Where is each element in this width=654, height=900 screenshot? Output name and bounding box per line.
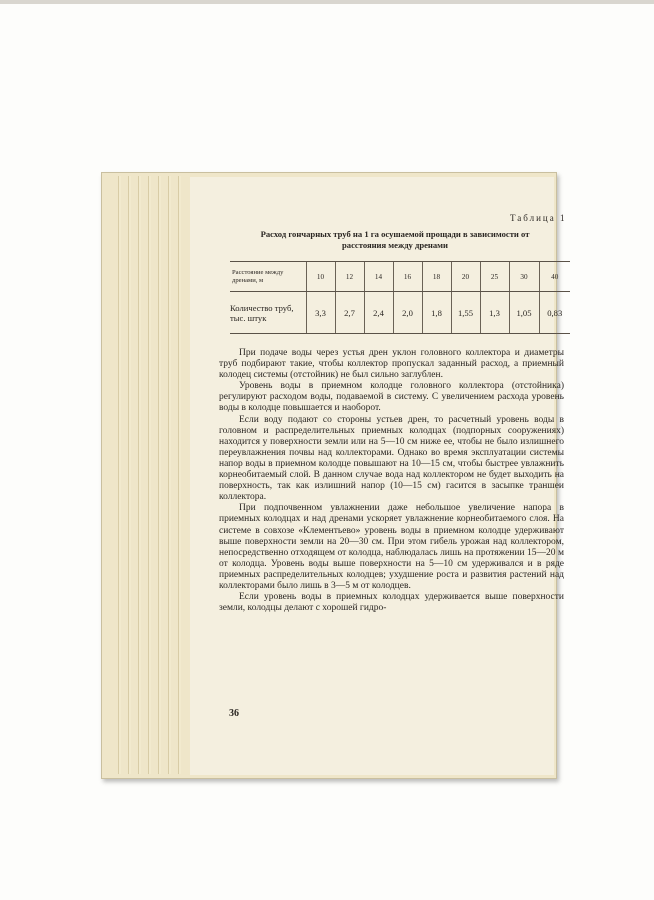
- table-label: Таблица 1: [510, 213, 567, 223]
- table-row-label: Количество труб, тыс. штук: [230, 292, 306, 334]
- scanner-edge: [0, 0, 654, 4]
- table-cell: 1,55: [451, 292, 480, 334]
- table-header-cell: 25: [480, 262, 509, 292]
- table-header-cell: 30: [509, 262, 539, 292]
- page-edge: [158, 176, 161, 774]
- page-edge: [168, 176, 171, 774]
- page-edge: [138, 176, 141, 774]
- pipe-usage-table: [230, 261, 570, 334]
- paragraph: Если уровень воды в приемных колодцах удерживается выше поверхности земли, колодцы делают с хорошей гидро-: [219, 592, 564, 614]
- page-edge: [128, 176, 131, 774]
- page-number: 36: [229, 708, 239, 719]
- page-edge: [148, 176, 151, 774]
- table-cell: 1,3: [480, 292, 509, 334]
- paragraph: При подаче воды через устья дрен уклон головного коллектора и диаметры труб подбирают такие, чтобы коллектор пропускал заданный расход, а приемный колодец системы (отстойник) не был сильно заглублен.: [219, 348, 564, 381]
- table-row: [230, 292, 570, 334]
- page-edge: [118, 176, 121, 774]
- table-cell: 2,0: [393, 292, 422, 334]
- table-header-cell: 16: [393, 262, 422, 292]
- body-text: [219, 348, 564, 614]
- table-cell: 2,7: [335, 292, 364, 334]
- table-header-cell: 20: [451, 262, 480, 292]
- table-header-cell: 14: [364, 262, 393, 292]
- table-cell: 3,3: [306, 292, 335, 334]
- table-header-cell: 10: [306, 262, 335, 292]
- table-header-cell: 18: [422, 262, 451, 292]
- book-page: [190, 177, 567, 775]
- table-cell: 1,05: [509, 292, 539, 334]
- table-caption: [230, 229, 560, 251]
- table-cell: 0,83: [539, 292, 570, 334]
- table-header-cell: 12: [335, 262, 364, 292]
- table-caption-line: расстояния между дренами: [342, 240, 448, 250]
- table-header-cell: 40: [539, 262, 570, 292]
- page-edge: [178, 176, 181, 774]
- table-header-row: [230, 262, 570, 292]
- paragraph: Уровень воды в приемном колодце головного коллектора (отстойника) регулируют расходом воды, подаваемой в систему. С увеличением расхода уровень воды в колодце повышается и наоборот.: [219, 381, 564, 414]
- paragraph: Если воду подают со стороны устьев дрен, то расчетный уровень воды в головном и распределительных приемных колодцах (подпорных сооружениях) находится у поверхности земли или на 5—10 см ниже ее, чтобы не было излишнего переувлажнения почвы над коллекторами. Однако во время эксплуатации системы напор воды в приемном колодце повышают на 10—15 см, чтобы быстрее увлажнить корнеобитаемый слой. В данном случае вода над коллектором не будет выходить на поверхность, так как излишний напор (10—15 см) гасится в засыпке траншеи коллектора.: [219, 414, 564, 503]
- table-caption-line: Расход гончарных труб на 1 га осушаемой прощади в зависимости от: [260, 229, 530, 239]
- table-header-label: Расстояние между дренами, м: [230, 262, 306, 292]
- paragraph: При подпочвенном увлажнении даже небольшое увеличение напора в приемных колодцах и над дренами ускоряет увлажнение корнеобитаемого слоя. На системе в совхозе «Клементьево» уровень воды в приемном колодце удерживают выше поверхности земли на 20—30 см. При этом гибель урожая над коллектором, непосредственно отходящем от колодца, наблюдалась лишь на протяжении 15—20 м от колодца. Уровень воды выше поверхности на 5—10 см удерживался и в ряде приемных распределительных колодцев; ухудшение роста и развития растений над коллекторами было лишь в 3—5 м от колодцев.: [219, 503, 564, 591]
- table-cell: 2,4: [364, 292, 393, 334]
- table-cell: 1,8: [422, 292, 451, 334]
